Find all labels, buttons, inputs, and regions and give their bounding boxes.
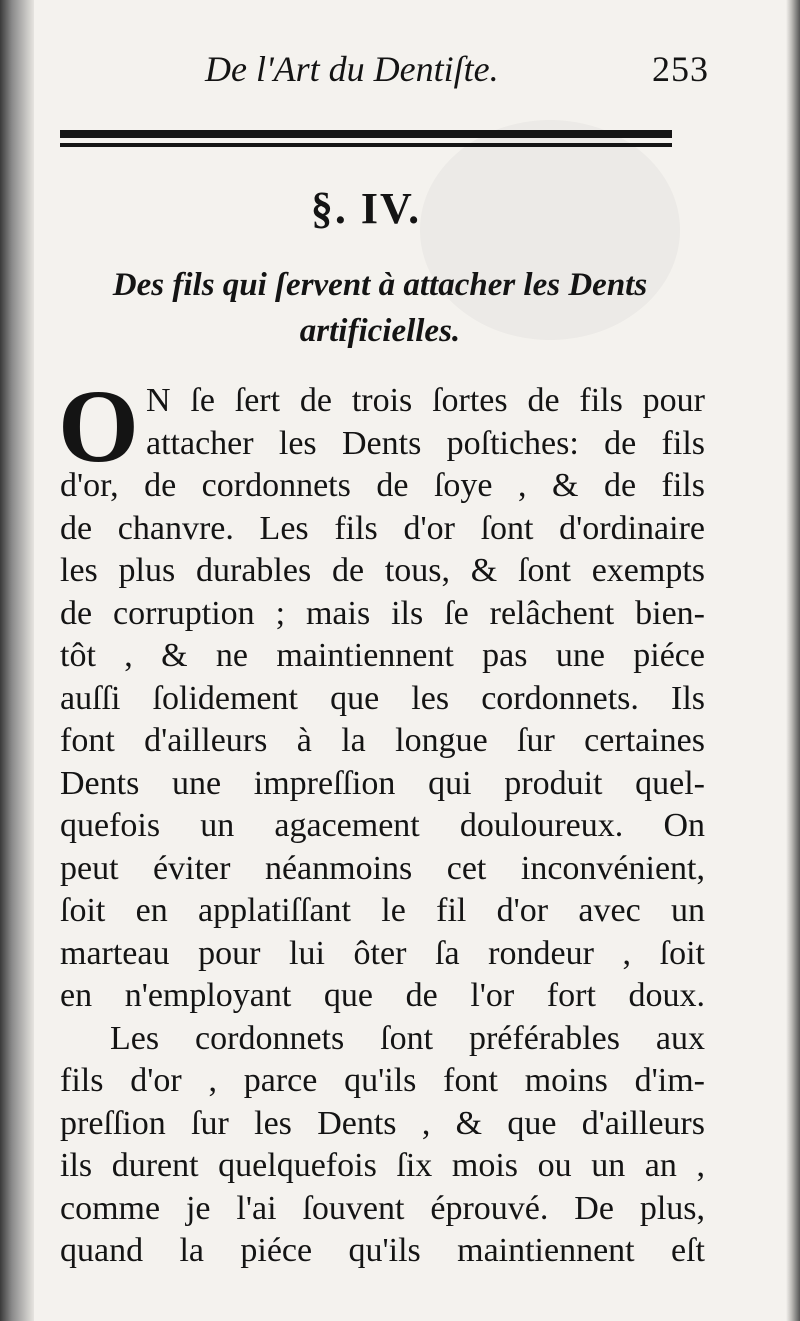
text-line: ils durent quelquefois ſix mois ou un an , xyxy=(60,1147,705,1184)
text-line: Les cordonnets ſont préférables aux xyxy=(110,1019,705,1057)
subtitle-line-1: Des fils qui ſervent à attacher les Dents xyxy=(112,267,648,303)
text-line: les plus durables de tous, & ſont exempts xyxy=(60,552,705,589)
text-line: N ſe ſert de trois ſortes de fils pour xyxy=(146,382,705,419)
text-line: peut éviter néanmoins cet inconvénient, xyxy=(60,849,705,887)
page-edge-shadow-right xyxy=(786,0,800,1321)
text-line: attacher les Dents poſtiches: de fils xyxy=(146,424,705,462)
page-number: 253 xyxy=(652,49,709,89)
double-rule xyxy=(60,130,672,150)
text-line: de chanvre. Les fils d'or ſont d'ordinaire xyxy=(60,509,705,547)
text-line: fils d'or , parce qu'ils font moins d'im- xyxy=(60,1062,705,1099)
text-line: marteau pour lui ôter ſa rondeur , ſoit xyxy=(60,934,705,972)
text-line: ſoit en applatiſſant le fil d'or avec un xyxy=(60,892,705,929)
section-heading: §. IV. xyxy=(310,184,422,233)
rule-thick xyxy=(60,130,672,138)
subtitle-line-2: artificielles. xyxy=(299,313,461,349)
text-line: auſſi ſolidement que les cordonnets. Ils xyxy=(60,679,705,717)
text-block xyxy=(58,40,715,1269)
text-line: tôt , & ne maintiennent pas une piéce xyxy=(60,637,705,674)
drop-cap: O xyxy=(58,369,139,484)
text-line: preſſion ſur les Dents , & que d'ailleurs xyxy=(60,1104,705,1142)
text-line: quand la piéce qu'ils maintiennent eſt xyxy=(60,1232,705,1269)
page-edge-shadow-left xyxy=(0,0,34,1321)
running-head xyxy=(60,40,715,100)
section-subtitle xyxy=(60,262,700,354)
running-title: De l'Art du Dentiſte. xyxy=(205,49,499,89)
text-line: quefois un agacement douloureux. On xyxy=(60,807,705,844)
text-line: d'or, de cordonnets de ſoye , & de fils xyxy=(60,467,705,504)
rule-thin xyxy=(60,143,672,147)
text-line: de corruption ; mais ils ſe relâchent bien- xyxy=(60,594,705,632)
text-line: font d'ailleurs à la longue ſur certaines xyxy=(60,722,705,759)
text-line: Dents une impreſſion qui produit quel- xyxy=(60,764,705,802)
body-text xyxy=(58,369,705,1273)
text-line: comme je l'ai ſouvent éprouvé. De plus, xyxy=(60,1189,705,1227)
text-line: en n'employant que de l'or fort doux. xyxy=(60,977,705,1014)
